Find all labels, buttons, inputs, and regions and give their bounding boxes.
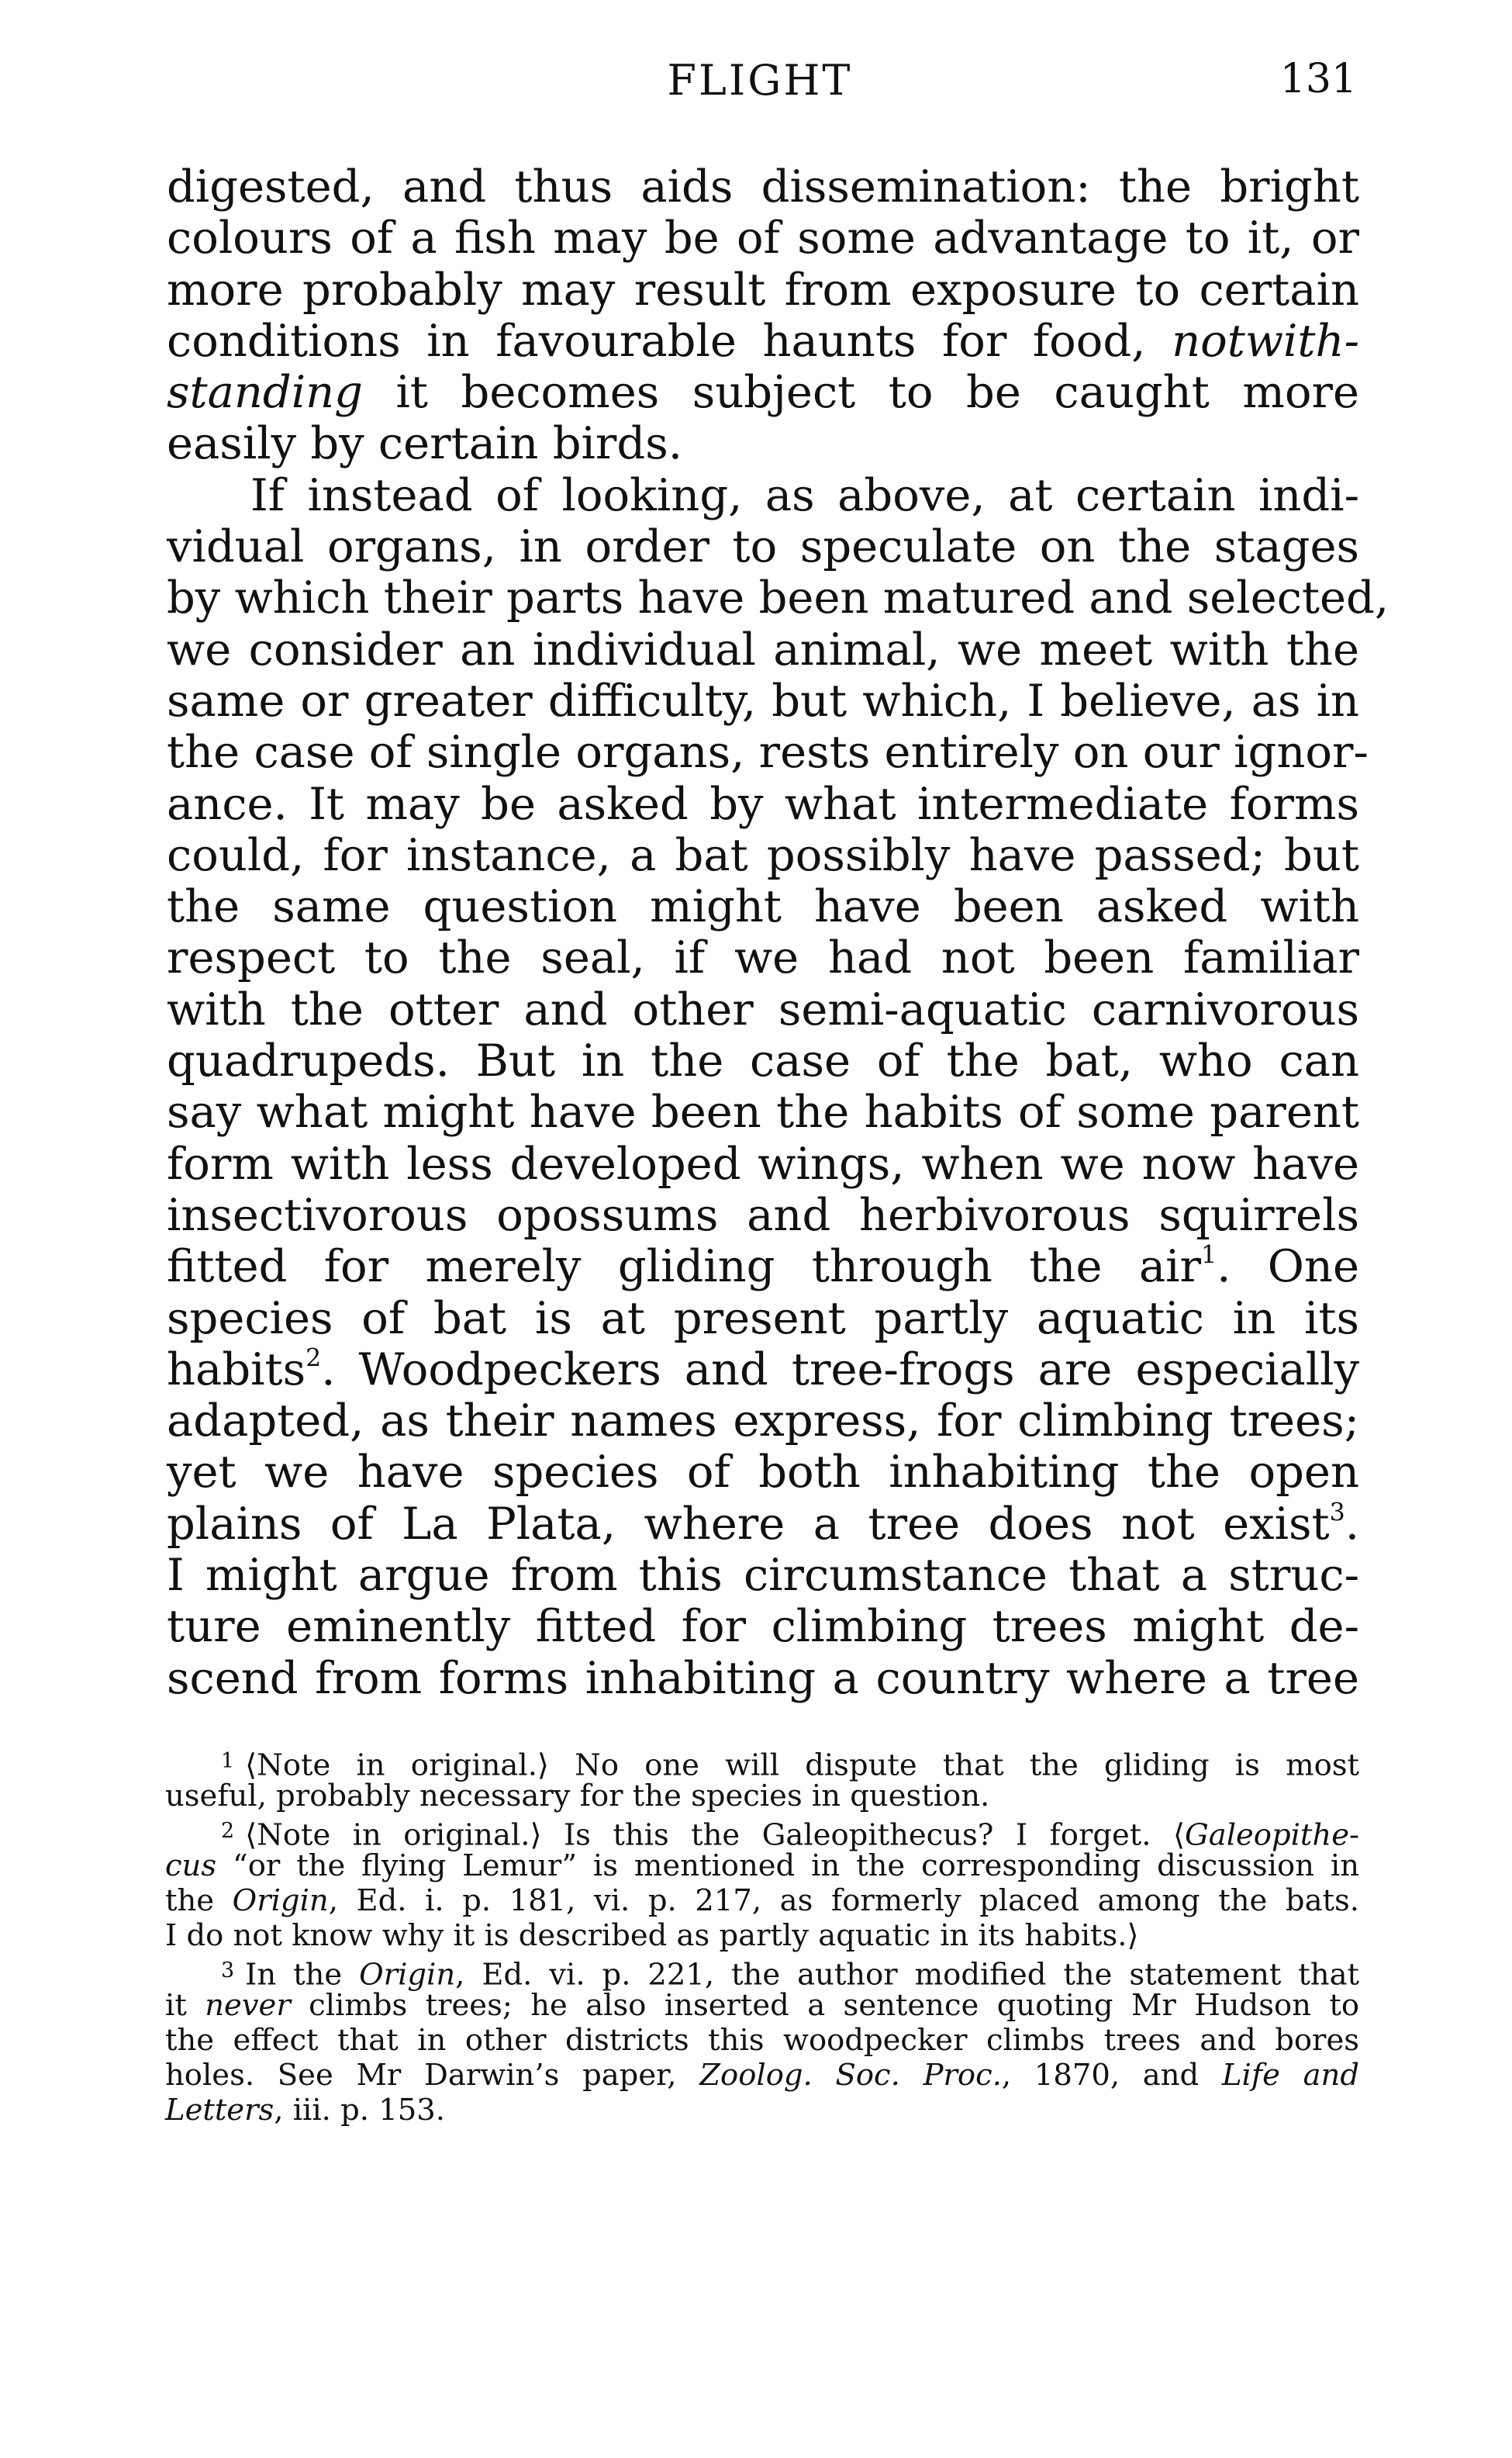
- footnote-ref-2: 2: [306, 1344, 322, 1373]
- footnote-text: the: [165, 1883, 233, 1918]
- footnote-text: ⟨Note in original.⟩ No one will dispute that the gliding is most: [245, 1748, 1359, 1783]
- text-line: the same question might have been asked with: [167, 880, 1359, 933]
- text-line: [167, 316, 1359, 367]
- footnotes: [165, 1744, 1359, 2128]
- footnote-marker: 3: [221, 1958, 235, 1983]
- text-span: fitted for merely gliding through the air: [167, 1240, 1202, 1293]
- text-line: [167, 1499, 1359, 1550]
- footnote-text: , Ed. vi. p. 221, the author modified the statement that: [455, 1957, 1359, 1993]
- footnote-3-line: [165, 2093, 1359, 2128]
- footnote-text: ⟨Note in original.⟩ Is this the Galeopithecus? I forget. ⟨: [245, 1817, 1185, 1853]
- footnote-2-line: [165, 1848, 1359, 1883]
- footnote-ref-1: 1: [1201, 1241, 1217, 1270]
- footnote-text: , Ed. i. p. 181, vi. p. 217, as formerly placed among the bats.: [328, 1883, 1359, 1918]
- text-line: same or greater difficulty, but which, I believe, as in: [167, 674, 1359, 727]
- text-line: with the otter and other semi-aquatic carnivorous: [167, 983, 1359, 1035]
- footnote-3-line: the effect that in other districts this woodpecker climbs trees and bores: [165, 2023, 1359, 2058]
- running-head: FLIGHT: [667, 56, 853, 105]
- footnote-italic: Life and: [1221, 2058, 1359, 2093]
- italic-text: standing: [167, 366, 363, 419]
- footnote-text: , iii. p. 153.: [274, 2093, 445, 2128]
- footnote-italic: Letters: [165, 2093, 274, 2128]
- footnote-2-line: [165, 1883, 1359, 1918]
- footnote-2-line: [165, 1813, 1359, 1853]
- text-line: ture eminently fitted for climbing trees might de-: [167, 1600, 1359, 1653]
- text-line: respect to the seal, if we had not been familiar: [167, 932, 1359, 984]
- text-line: say what might have been the habits of some parent: [167, 1086, 1359, 1139]
- footnote-marker: 1: [221, 1749, 235, 1773]
- footnote-text: , 1870, and: [1001, 2058, 1222, 2093]
- text-line: insectivorous opossums and herbivorous squirrels: [167, 1188, 1359, 1241]
- text-line: could, for instance, a bat possibly have passed; but: [167, 828, 1359, 881]
- text-line: [167, 1241, 1359, 1292]
- text-line: more probably may result from exposure to certain: [167, 263, 1359, 316]
- page-header: [163, 56, 1357, 110]
- text-line: by which their parts have been matured and selected,: [167, 572, 1389, 624]
- text-span: plains of La Plata, where a tree does not exist: [167, 1497, 1330, 1550]
- text-span: .: [1345, 1497, 1359, 1550]
- text-line: form with less developed wings, when we now have: [167, 1137, 1359, 1190]
- footnote-3-line: [165, 1953, 1359, 1993]
- footnote-1-line: [165, 1744, 1359, 1783]
- text-line: scend from forms inhabiting a country where a tree: [167, 1651, 1359, 1704]
- footnote-italic: Origin: [232, 1883, 329, 1918]
- footnote-text: it: [165, 1988, 205, 2023]
- text-line: adapted, as their names express, for climbing trees;: [167, 1395, 1359, 1447]
- main-text: [167, 161, 1389, 1704]
- text-line: I might argue from this circumstance that a struc-: [167, 1549, 1359, 1602]
- footnote-italic: Galeopithe-: [1184, 1817, 1359, 1853]
- italic-text: notwith-: [1172, 314, 1359, 367]
- text-line: [167, 367, 1359, 418]
- footnote-text: “or the flying Lemur” is mentioned in the corresponding discussion in: [216, 1848, 1359, 1883]
- text-span: habits: [167, 1343, 306, 1395]
- text-line: digested, and thus aids dissemination: the bright: [167, 161, 1359, 213]
- footnote-italic: never: [205, 1988, 291, 2023]
- text-span: . Woodpeckers and tree-frogs are especially: [321, 1343, 1359, 1395]
- text-line: species of bat is at present partly aquatic in its: [167, 1291, 1359, 1344]
- footnote-1-line: useful, probably necessary for the species in question.: [165, 1779, 990, 1813]
- text-span: conditions in favourable haunts for food,: [167, 314, 1146, 367]
- footnote-text: climbs trees; he also inserted a sentence quoting Mr Hudson to: [290, 1988, 1359, 2023]
- text-line: the case of single organs, rests entirely on our ignor-: [167, 726, 1369, 779]
- footnote-marker: 2: [221, 1819, 235, 1843]
- footnote-3-line: [165, 1988, 1359, 2023]
- footnote-italic: Zoolog. Soc. Proc.: [699, 2058, 1002, 2093]
- text-line: easily by certain birds.: [167, 417, 683, 470]
- footnote-ref-3: 3: [1329, 1499, 1345, 1526]
- text-line: quadrupeds. But in the case of the bat, who can: [167, 1035, 1359, 1087]
- text-line: yet we have species of both inhabiting the open: [167, 1446, 1359, 1499]
- text-line: ance. It may be asked by what intermediate forms: [167, 777, 1359, 830]
- footnote-2-line: I do not know why it is described as partly aquatic in its habits.⟩: [165, 1918, 1139, 1953]
- text-line: vidual organs, in order to speculate on the stages: [167, 520, 1359, 573]
- text-span: . One: [1217, 1240, 1359, 1293]
- text-span: it becomes subject to be caught more: [395, 366, 1360, 419]
- footnote-text: holes. See Mr Darwin’s paper,: [165, 2058, 700, 2093]
- footnote-text: In the: [245, 1957, 360, 1993]
- page-number: 131: [1279, 56, 1357, 102]
- paragraph-start-line: If instead of looking, as above, at certain indi-: [250, 468, 1359, 521]
- footnote-italic: cus: [165, 1848, 217, 1883]
- footnote-3-line: [165, 2058, 1359, 2093]
- text-line: [167, 1344, 1359, 1395]
- text-line: we consider an individual animal, we meet with the: [167, 623, 1359, 676]
- text-line: colours of a fish may be of some advantage to it, or: [167, 212, 1359, 264]
- footnote-italic: Origin: [359, 1957, 456, 1993]
